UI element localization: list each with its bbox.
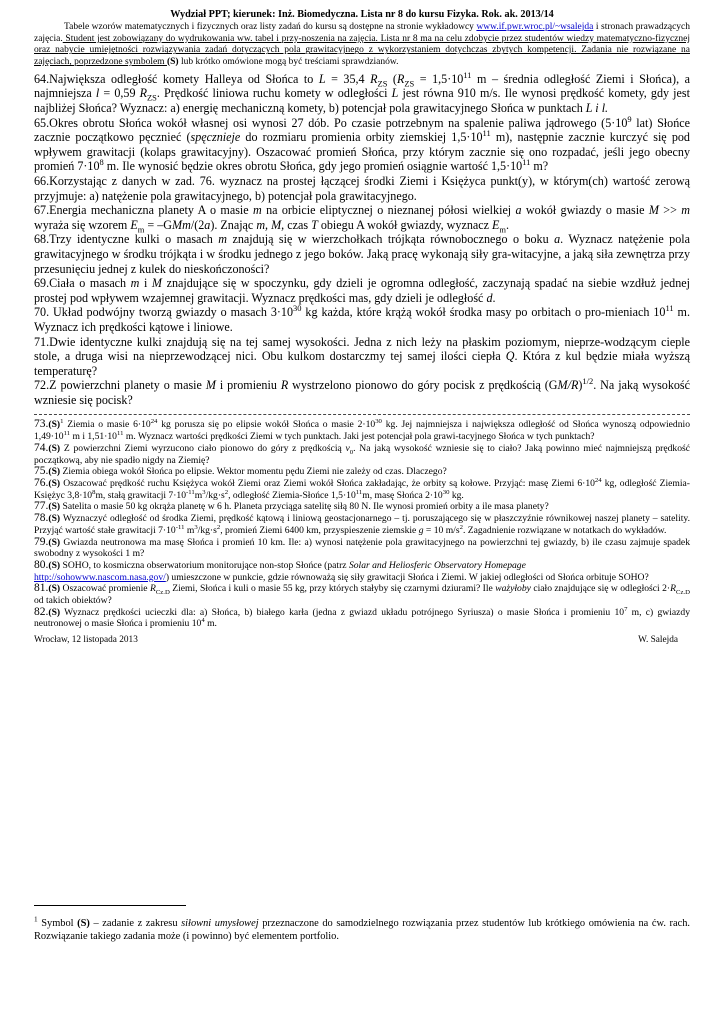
problem-80: 80.(S) SOHO, to kosmiczna obserwatorium monitorujące non-stop Słońce (patrz Solar and Heliosferic Observatory Homepage http://sohowww.nascom.nasa.gov/) umieszczone w punkcie, gdzie równoważą się siły grawitacji Słońca i Ziemi. W jakiej odległości od Słońca orbituje SOHO? (34, 558, 649, 583)
problem-67: 67.Energia mechaniczna planety A o masie m na orbicie eliptycznej o nieznanej półosi wielkiej a wokół gwiazdy o masie M >> m wyraża się wzorem $E_m = -GMm/(2a)$. Znając m, M, czas T obiegu A wokół gwiazdy, wyznacz $E_m$. (34, 203, 690, 235)
problem-64: 64.Największa odległość komety Halleya od Słońca to L = 35,4 $R_{ZS}$ ($R_{ZS} = 1,5\cdot 10^{11}$ m – średnia odległość Ziemi i Słońca), a najmniejsza l = 0,59 $R_{ZS}$. Prędkość liniowa ruchu komety w odległości L jest równa 910 m/s. Ile wynosi prędkość komety, gdy jest najbliżej Słońca? Wyznacz: a) energię mechaniczną komety, b) potencjał pola grawitacyjnego Słońca w punktach L i l. (34, 69, 690, 115)
problem-73: $73.(S)^1$ Ziemia o masie $6\cdot 10^{24}$ kg porusza się po elipsie wokół Słońca o masie $2\cdot 10^{30}$ kg. Jej najmniejsza i największa odległość od Słońca wynoszą odpowiednio $1,49\cdot 10^{11}$ m i $1,51\cdot 10^{11}$ m. Wyznacz wartości prędkości Ziemi w tych punktach. Jaki jest potencjał pola grawi-tacyjnego Słońca w tych punktach? (34, 418, 690, 443)
problem-79: 79.(S) Gwiazda neutronowa ma masę Słońca i promień 10 km. Ile: a) wynosi natężenie pola grawitacyjnego na powierzchni tej gwiazdy, b) ile czasu zajmuje spadek swobodny z wysokości 1 m? (34, 535, 690, 560)
problem-82: 82.(S) Wyznacz prędkości ucieczki dla: a) Słońca, b) białego karła (jedna z gwiazd układu potrójnego Syriusza) o masie Słońca i promieniu $10^7$ m, c) gwiazdy neutronowej o masie Słońca i promieniu $10^4$ m. (34, 605, 690, 630)
problem-76: 76.(S) Oszacować prędkość ruchu Księżyca wokół Ziemi oraz Ziemi wokół Słońca zakładając, że orbity są kołowe. Przyjąć: masę Ziemi $6\cdot 10^{24}$ kg, odległość Ziemia-Księżyc $3,8\cdot 10^8m$, stałą grawitacji $7\cdot 10^{-11}m^3/kg\cdot s^2$, odległość Ziemia-Słońce $1,5\cdot 10^{11}m$, masę Słońca $2\cdot 10^{30}$ kg. (34, 476, 691, 501)
self-study-list (34, 419, 690, 630)
place-date: Wrocław, 12 listopada 2013 (34, 635, 138, 646)
problem-75: 75.(S) Ziemia obiega wokół Słońca po elipsie. Wektor momentu pędu Ziemi nie zależy od czas. Dlaczego? (34, 465, 447, 478)
problem-66: 66.Korzystając z danych w zad. 76. wyznacz na prostej łączącej środki Ziemi i Księżyca punkt(y), w którym(ch) wartość zerową przyjmuje: a) natężenie pola grawitacyjnego, b) potencjał pola grawitacyjnego. (34, 173, 690, 203)
section-separator (34, 414, 690, 415)
footnote-ref: 1 (60, 418, 64, 426)
problem-77: 77.(S) Satelita o masie 50 kg okrąża planetę w 6 h. Planeta przyciąga satelitę siłą 80 N. Ile wynosi promień orbity a ile masa planety? (34, 500, 549, 513)
problem-74: 74.(S) Z powierzchni Ziemi wyrzucono ciało pionowo do góry z prędkością $v_0$. Na jaką wysokość wzniesie się to ciało? Jaką powinno mieć najmniejszą prędkość początkową, aby nie spadło nigdy na Ziemię? (34, 441, 690, 466)
problem-71: 71.Dwie identyczne kulki znajdują się na tej samej wysokości. Jedna z nich leży na płaskim poziomym, nieprze-wodzącym cieple stole, a druga wisi na nieprzewodzącej nici. Obu kulkom dostarczmy tej samej ilości ciepła Q. Która z kul będzie miała wyższą temperaturę? (34, 334, 690, 378)
problem-78: 78.(S) Wyznaczyć odległość od środka Ziemi, prędkość kątową i liniową geostacjonarnego – tj. poruszającego się w płaszczyźnie równikowej naszej planety – satelity. Przyjąć wartość stałe grawitacji $7\cdot 10^{-11}$ $m^3/kg\cdot s^2$, promień Ziemi 6400 km, przyspieszenie ziemskie g = 10 $m/s^2$. Zagadnienie rozwiązane w notatkach do wykładów. (34, 512, 690, 536)
intro-paragraph: Tabele wzorów matematycznych i fizycznych oraz listy zadań do kursu są dostępne na stronie wykładowcy www.if.pwr.wroc.pl/~wsalejda i stronach prawadzących zajęcia. Student jest zobowiązany do wydrukowania ww. tabel i przy-noszenia na zajęcia. Lista nr 8 ma na celu zdobycie przez studentów wiedzy matematyczno-fizycznej oraz nabycie umiejętności rozwiązywania zadań dotyczących pola grawitacyjnego z wykorzystaniem dotychczas zbytych kompetencji. Zadania nie rozwiązane na zajęciach, poprzedzone symbolem (S) lub krótko omówione mogą być treściami sprawdzianów. (34, 22, 690, 68)
problem-list (34, 69, 691, 408)
problem-81: 81.(S) Oszacować promienie $R_{Cz.D}$ Ziemi, Słońca i kuli o masie 55 kg, przy których stałyby się czarnymi dziurami? Ile ważyłoby ciało znajdujące się w odległości $2\cdot R_{Cz.D}$ od takich obiektów? (34, 582, 690, 607)
footnote-divider (34, 905, 186, 906)
signature-line (34, 634, 690, 646)
soho-website-link[interactable]: http://sohowww.nascom.nasa.gov/ (34, 571, 166, 583)
problem-72: 72.Z powierzchni planety o masie M i promieniu R wystrzelono pionowo do góry pocisk z prędkością $(GM/R)^{1/2}$. Na jaką wysokość wzniesie się pocisk? (34, 376, 691, 407)
problem-70: 70. Układ podwójny tworzą gwiazdy o masach $3\cdot 10^{30}$ kg każda, które krążą wokół środka masy po orbitach o pro-mieniach $10^{11}$ m. Wyznacz ich prędkości kątowe i liniowe. (34, 303, 690, 334)
page-title: Wydział PPT; kierunek: Inż. Biomedyczna. Lista nr 8 do kursu Fizyka. Rok. ak. 2013/14 (170, 9, 554, 20)
footnote: $^1$ Symbol (S) – zadanie z zakresu siłowni umysłowej przeznaczone do samodzielnego rozwiązania przez studentów lub krótkiego omówienia na ćw. rach. Rozwiązanie takiego zadania może (i powinno) być elementem portfolio. (34, 915, 690, 943)
lecturer-website-link[interactable]: www.if.pwr.wroc.pl/~wsalejda (476, 22, 594, 32)
author-name: W. Salejda (638, 635, 678, 646)
problem-68: 68.Trzy identyczne kulki o masach m znajdują się w wierzchołkach trójkąta równobocznego o boku a. Wyznacz natężenie pola grawitacyjnego w środku trójkąta i w środku jednego z jego boków. Jaką pracę wykonają siły gra-witacyjne, a jaką siła zewnętrza przy przesunięciu jednej z kulek do nieskończoności? (34, 232, 690, 276)
document-page (34, 8, 690, 646)
problem-65: 65.Okres obrotu Słońca wokół własnej osi wynosi 27 dób. Po czasie potrzebnym na spalenie paliwa jądrowego ($5\cdot 10^9$ lat) Słońce zacznie początkowo pęcznieć (spęcznieje do rozmiaru promienia orbity ziemskiej $1,5\cdot 10^{11}$ m), następnie zacznie kurczyć się pod wpływem grawitacji (kolaps grawitacyjny). Oszacować promień Słońca, przy którym zacznie się ono rozpadać, jeśli jego obecny promień $7\cdot 10^8$ m. Ile wynosić będzie okres obrotu Słońca, gdy jego promień osiągnie wartość $1,5\cdot 10^{11}$ m? (34, 113, 690, 174)
problem-69: 69.Ciała o masach m i M znajdujące się w spoczynku, gdy dzieli je ogromna odległość, zaczynają spadać na siebie wzdłuż jednej prostej pod wpływem wzajemnej grawitacji. Wyznacz prędkości mas, gdy dzieli je odległość d. (34, 276, 690, 305)
